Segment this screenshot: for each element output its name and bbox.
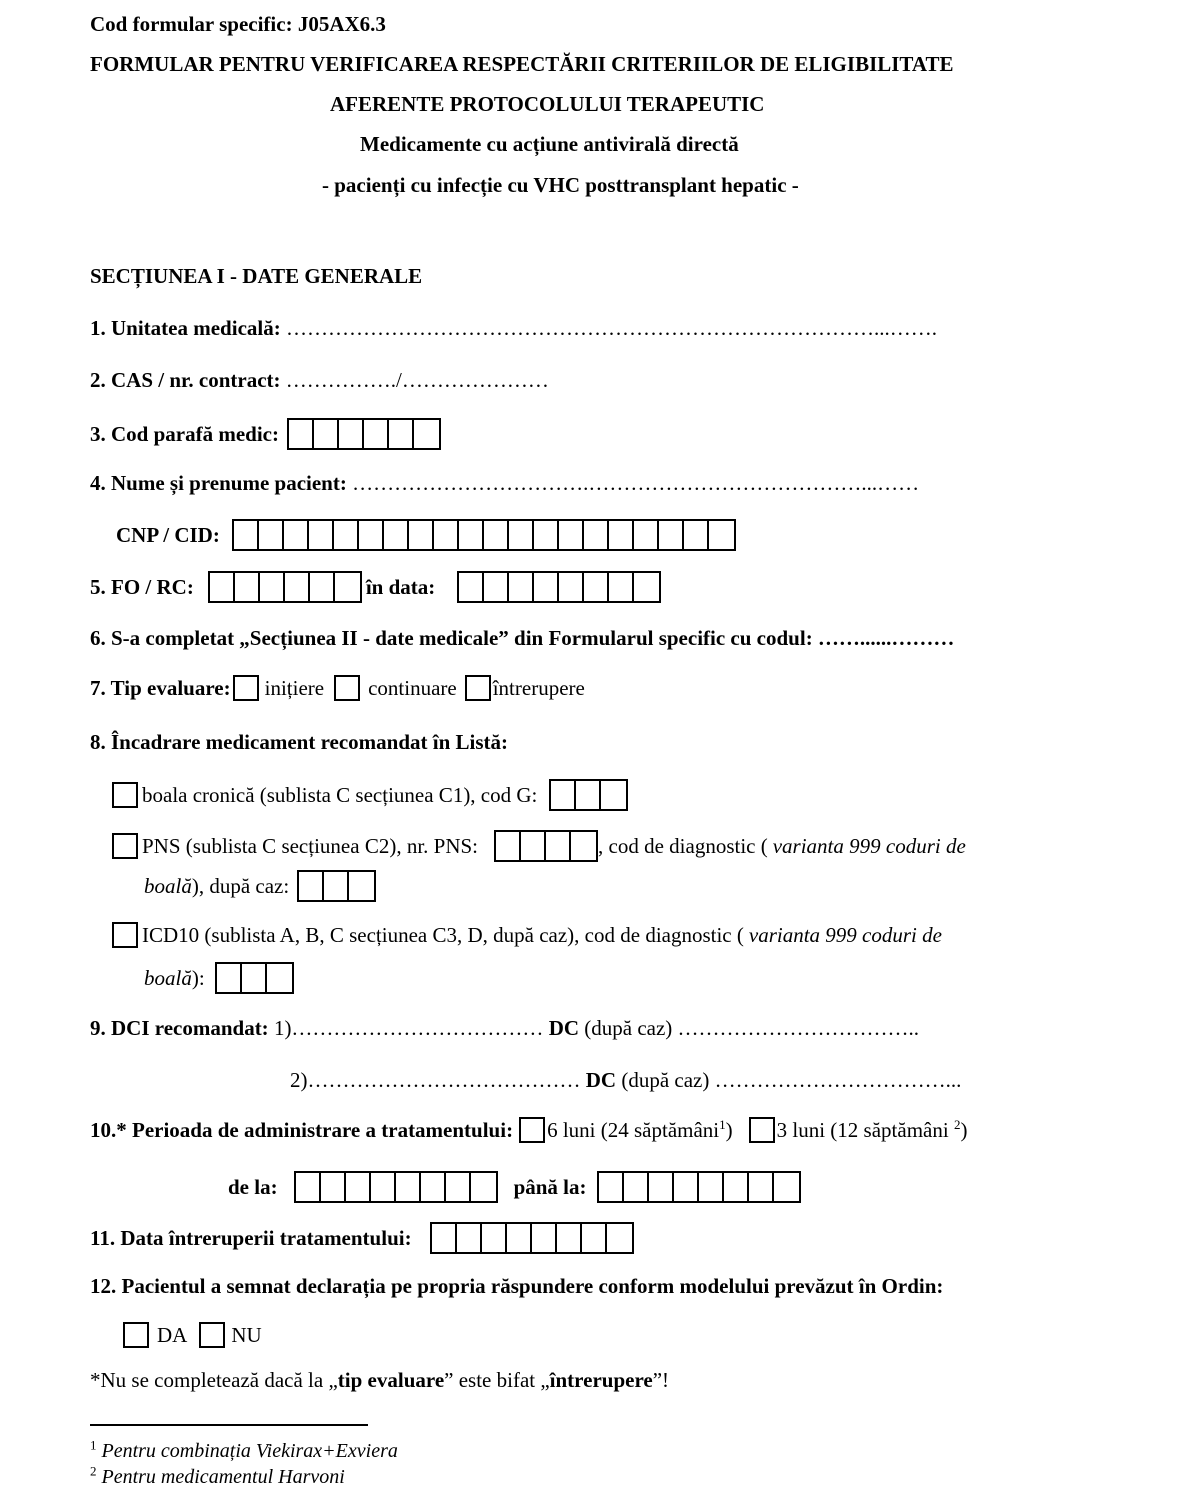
field-section2-completed: 6. S-a completat „Secțiunea II - date medicale” din Formularul specific cu codul: ……......……… bbox=[90, 626, 955, 650]
fo-boxes[interactable] bbox=[208, 571, 362, 603]
cnp-boxes[interactable] bbox=[232, 519, 736, 551]
pns-checkbox[interactable] bbox=[112, 833, 138, 859]
patient-name-label: 4. Nume și prenume pacient: bbox=[90, 471, 347, 495]
from-date-boxes[interactable] bbox=[294, 1171, 498, 1203]
dc1-label: DC bbox=[548, 1016, 580, 1040]
parafa-boxes[interactable] bbox=[287, 418, 441, 450]
footnote-1: $^1$ Pentru combinația Viekirax+Exviera bbox=[90, 1437, 398, 1462]
declaration-options bbox=[123, 1322, 262, 1348]
treatment-period-row bbox=[90, 1117, 967, 1143]
section-heading: SECȚIUNEA I - DATE GENERALE bbox=[90, 264, 423, 288]
three-months-label: 3 luni (12 săptămâni $^2$) bbox=[776, 1116, 968, 1142]
unit-label: 1. Unitatea medicală: bbox=[90, 316, 281, 340]
pns-number-boxes[interactable] bbox=[494, 830, 598, 862]
from-label: de la: bbox=[228, 1174, 278, 1199]
chronic-disease-row bbox=[112, 779, 628, 811]
icd10-variant-text: varianta 999 coduri de bbox=[748, 922, 942, 947]
nu-label: NU bbox=[231, 1322, 262, 1347]
interruption-date-label: 11. Data întreruperii tratamentului: bbox=[90, 1225, 412, 1250]
pns-boala-text: boală bbox=[144, 873, 192, 898]
field-parafa-row bbox=[90, 418, 441, 450]
dc1-input[interactable]: (după caz) …………………………….. bbox=[579, 1016, 920, 1040]
six-months-label: 6 luni (24 săptămâni$^1$) bbox=[547, 1116, 733, 1142]
dc2-label: DC bbox=[585, 1068, 617, 1092]
pns-diag-boxes[interactable] bbox=[297, 870, 376, 902]
interruption-date-row bbox=[90, 1222, 634, 1254]
to-date-boxes[interactable] bbox=[597, 1171, 801, 1203]
pns-variant-text: varianta 999 coduri de bbox=[772, 833, 966, 858]
intrerupere-label: întrerupere bbox=[492, 675, 585, 700]
icd10-row-cont bbox=[144, 962, 294, 994]
fo-date-boxes[interactable] bbox=[457, 571, 661, 603]
continuare-label: continuare bbox=[368, 675, 457, 700]
field-fo-row bbox=[90, 571, 661, 603]
field-cnp-row bbox=[116, 519, 736, 551]
intrerupere-checkbox[interactable] bbox=[465, 675, 491, 701]
icd10-boala-text: boală bbox=[144, 965, 192, 990]
cnp-label: CNP / CID: bbox=[116, 522, 220, 547]
treatment-period-label: 10.* Perioada de administrare a tratamentului: bbox=[90, 1117, 514, 1142]
form-title-line4: - pacienți cu infecție cu VHC posttransplant hepatic - bbox=[322, 173, 799, 197]
da-checkbox[interactable] bbox=[123, 1322, 149, 1348]
icd10-checkbox[interactable] bbox=[112, 922, 138, 948]
icd10-diag-boxes[interactable] bbox=[215, 962, 294, 994]
unit-input[interactable]: …………………………………………………………………………...……. bbox=[280, 316, 937, 340]
evaluation-note: *Nu se completează dacă la „tip evaluare” este bifat „întrerupere”! bbox=[90, 1368, 670, 1392]
pns-label: PNS (sublista C secțiunea C2), nr. PNS: bbox=[142, 833, 479, 858]
cas-input[interactable]: ……………./………………… bbox=[280, 368, 549, 392]
field-eval-type-row bbox=[90, 675, 585, 701]
icd10-close: ): bbox=[191, 965, 205, 990]
form-title-line2: AFERENTE PROTOCOLULUI TERAPEUTIC bbox=[330, 92, 765, 116]
initiere-checkbox[interactable] bbox=[233, 675, 259, 701]
field-name-row bbox=[90, 473, 919, 494]
parafa-label: 3. Cod parafă medic: bbox=[90, 421, 279, 446]
to-label: până la: bbox=[513, 1174, 587, 1199]
pns-row-cont bbox=[144, 870, 376, 902]
treatment-dates-row bbox=[228, 1171, 801, 1203]
dci1-input[interactable]: 1)……………………………… bbox=[268, 1016, 549, 1040]
eval-type-label: 7. Tip evaluare: bbox=[90, 675, 231, 700]
chronic-disease-checkbox[interactable] bbox=[112, 782, 138, 808]
initiere-label: inițiere bbox=[264, 675, 325, 700]
list-category-label: 8. Încadrare medicament recomandat în Listă: bbox=[90, 730, 509, 754]
patient-name-input[interactable]: …………………………….…………………………………...…… bbox=[346, 471, 920, 495]
footnote-divider bbox=[90, 1424, 368, 1426]
cas-label: 2. CAS / nr. contract: bbox=[90, 368, 281, 392]
fo-date-label: în data: bbox=[365, 574, 436, 599]
icd10-row bbox=[112, 922, 942, 948]
footnote-2: $^2$ Pentru medicamentul Harvoni bbox=[90, 1463, 345, 1488]
dci-row1 bbox=[90, 1018, 919, 1039]
form-title-line1: FORMULAR PENTRU VERIFICAREA RESPECTĂRII CRITERIILOR DE ELIGIBILITATE bbox=[90, 52, 954, 76]
icd10-label: ICD10 (sublista A, B, C secțiunea C3, D, după caz), cod de diagnostic ( bbox=[142, 922, 744, 947]
field-unit-row bbox=[90, 318, 937, 339]
pns-dupa-caz: ), după caz: bbox=[191, 873, 290, 898]
interruption-date-boxes[interactable] bbox=[430, 1222, 634, 1254]
continuare-checkbox[interactable] bbox=[334, 675, 360, 701]
dc2-input[interactable]: (după caz) ……………………………... bbox=[616, 1068, 962, 1092]
pns-row bbox=[112, 830, 966, 862]
three-months-checkbox[interactable] bbox=[749, 1117, 775, 1143]
dci2-input[interactable]: 2)………………………………… bbox=[290, 1068, 586, 1092]
form-code: Cod formular specific: J05AX6.3 bbox=[90, 12, 386, 36]
form-title-line3: Medicamente cu acțiune antivirală directă bbox=[360, 132, 739, 156]
declaration-label: 12. Pacientul a semnat declarația pe propria răspundere conform modelului prevăzut în Ordin: bbox=[90, 1274, 944, 1298]
dci-row2 bbox=[290, 1070, 961, 1091]
field-cas-row bbox=[90, 370, 549, 391]
pns-diag-text: , cod de diagnostic ( bbox=[598, 833, 768, 858]
six-months-checkbox[interactable] bbox=[519, 1117, 545, 1143]
da-label: DA bbox=[157, 1322, 188, 1347]
fo-label: 5. FO / RC: bbox=[90, 574, 194, 599]
cod-g-boxes[interactable] bbox=[549, 779, 628, 811]
nu-checkbox[interactable] bbox=[199, 1322, 225, 1348]
dci-label: 9. DCI recomandat: bbox=[90, 1016, 269, 1040]
chronic-disease-label: boala cronică (sublista C secțiunea C1), cod G: bbox=[142, 782, 538, 807]
